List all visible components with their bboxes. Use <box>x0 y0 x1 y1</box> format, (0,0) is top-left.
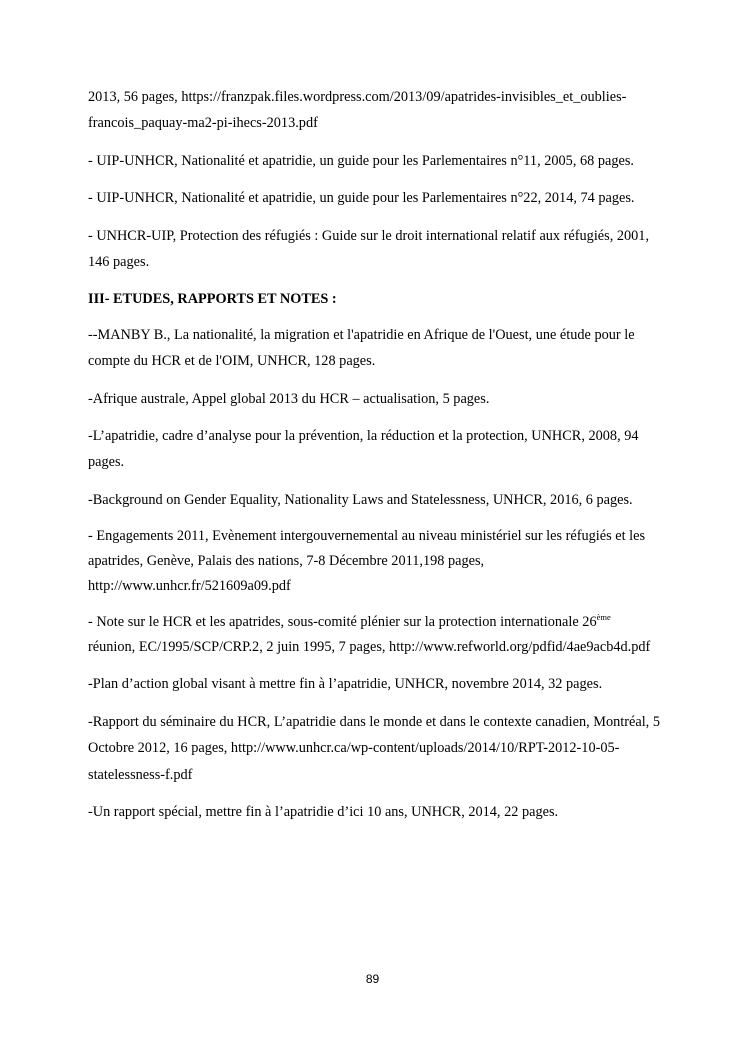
note-text-after: réunion, EC/1995/SCP/CRP.2, 2 juin 1995, 7 pages, http://www.refworld.org/pdfid/4ae9acb4d.pdf <box>88 639 651 656</box>
reference-gender-equality: -Background on Gender Equality, Nationality Laws and Statelessness, UNHCR, 2016, 6 pages. <box>88 491 633 508</box>
reference-manby: --MANBY B., La nationalité, la migration et l'apatridie en Afrique de l'Ouest, une étude pour le compte du HCR et de l'OIM, UNHCR, 128 pages. <box>88 326 635 370</box>
reference-note-hcr-apatrides <box>88 610 660 660</box>
reference-afrique-australe: -Afrique australe, Appel global 2013 du HCR – actualisation, 5 pages. <box>88 390 490 407</box>
reference-rapport-seminaire: -Rapport du séminaire du HCR, L’apatridie dans le monde et dans le contexte canadien, Montréal, 5 Octobre 2012, 16 pages, http://www.unhcr.ca/wp-content/uploads/2014/10/RPT-2012-10-05-statelessness-f.pdf <box>88 713 660 783</box>
note-text-before: - Note sur le HCR et les apatrides, sous-comité plénier sur la protection internationale 26 <box>88 614 597 631</box>
reference-uip-unhcr-guide-11: - UIP-UNHCR, Nationalité et apatridie, un guide pour les Parlementaires n°11, 2005, 68 pages. <box>88 152 634 169</box>
reference-engagements-2011: - Engagements 2011, Evènement intergouvernemental au niveau ministériel sur les réfugiés et les apatrides, Genève, Palais des nations, 7-8 Décembre 2011,198 pages, http://www.unhcr.fr/521609a09.pdf <box>88 528 646 595</box>
document-body <box>88 84 660 836</box>
reference-uip-unhcr-guide-22: - UIP-UNHCR, Nationalité et apatridie, un guide pour les Parlementaires n°22, 2014, 74 pages. <box>88 190 635 207</box>
note-superscript: ème <box>596 612 611 623</box>
reference-plan-action: -Plan d’action global visant à mettre fin à l’apatridie, UNHCR, novembre 2014, 32 pages. <box>88 676 603 693</box>
page-number: 89 <box>365 972 380 986</box>
reference-rapport-special: -Un rapport spécial, mettre fin à l’apatridie d’ici 10 ans, UNHCR, 2014, 22 pages. <box>88 803 559 820</box>
section-heading: III- ETUDES, RAPPORTS ET NOTES : <box>88 291 337 308</box>
reference-francois-paquay: 2013, 56 pages, https://franzpak.files.wordpress.com/2013/09/apatrides-invisibles_et_oublies-francois_paquay-ma2-pi-ihecs-2013.pdf <box>88 89 627 132</box>
reference-unhcr-uip-protection: - UNHCR-UIP, Protection des réfugiés : Guide sur le droit international relatif aux réfugiés, 2001, 146 pages. <box>88 227 650 271</box>
reference-cadre-analyse: -L’apatridie, cadre d’analyse pour la prévention, la réduction et la protection, UNHCR, 2008, 94 pages. <box>88 428 639 471</box>
